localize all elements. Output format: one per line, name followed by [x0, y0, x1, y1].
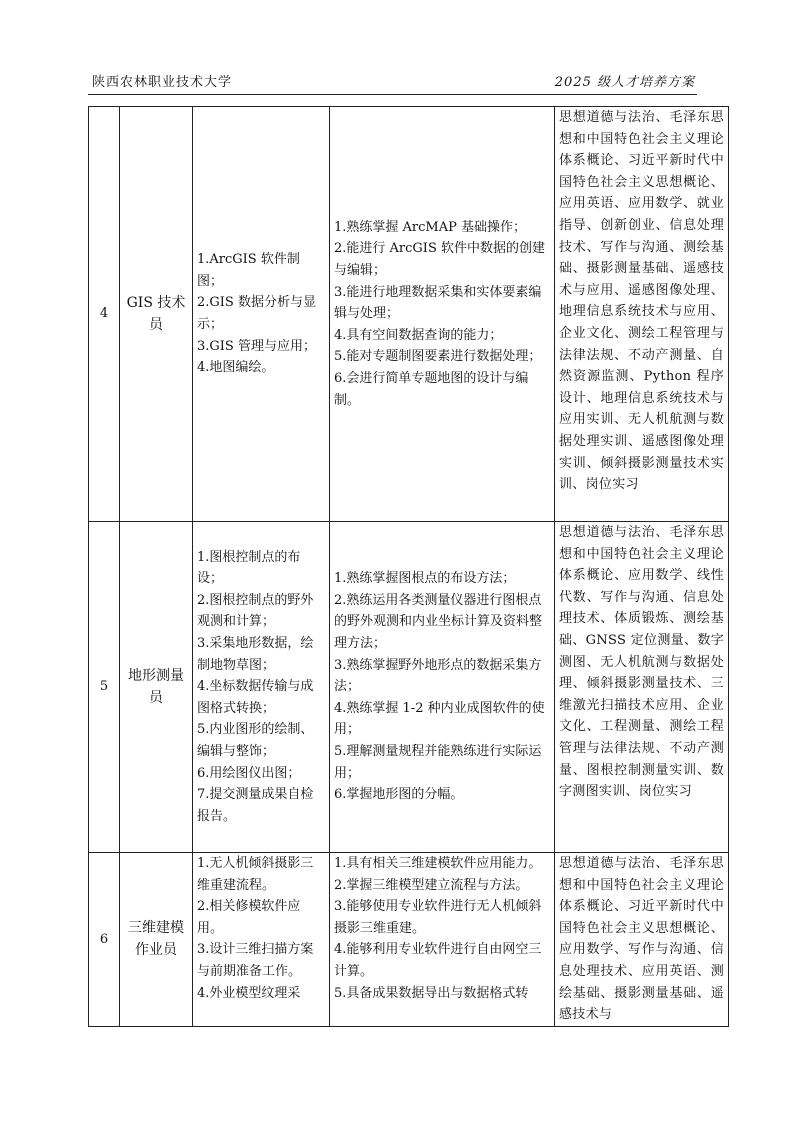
ability-item: 5.理解测量规程并能熟练进行实际运用；	[334, 743, 542, 781]
courses: 思想道德与法治、毛泽东思想和中国特色社会主义理论体系概论、应用数学、线性代数、写作与沟通、信息处理技术、体质锻炼、测绘基础、GNSS 定位测量、数字测图、无人机航测与数据处理、倾斜摄影测量技术、三维激光扫描技术应用、企业文化、工程测量、测绘工程管理与法律法规、不动产测量、图根控制测量实训、数字测图实训、岗位实习	[555, 522, 729, 853]
task-item: 6.用绘图仪出图；	[197, 765, 301, 781]
ability-item: 6.掌握地形图的分幅。	[334, 787, 464, 803]
task-item: 7.提交测量成果自检报告。	[197, 787, 314, 824]
row-number: 4	[89, 107, 120, 522]
task-item: 4.外业模型纹理采	[197, 985, 301, 1001]
task-item: 3.采集地形数据，绘制地物草图；	[197, 636, 314, 673]
abilities	[330, 522, 555, 853]
task-item: 2.图根控制点的野外观测和计算；	[197, 592, 314, 630]
page-header	[88, 72, 697, 95]
task-item: 2.相关修模软件应用。	[197, 899, 301, 936]
table-row	[89, 107, 729, 522]
abilities	[330, 853, 555, 1027]
ability-item: 4.熟练掌握 1-2 种内业成图软件的使用；	[334, 700, 545, 738]
task-item: 5.内业图形的绘制、编辑与整饰；	[197, 722, 314, 759]
ability-item: 3.能进行地理数据采集和实体要素编辑与处理；	[334, 284, 542, 322]
ability-item: 5.具备成果数据导出与数据格式转	[334, 985, 529, 1001]
task-item: 4.坐标数据传输与成图格式转换；	[197, 679, 314, 716]
abilities	[330, 107, 555, 522]
task-item: 1.无人机倾斜摄影三维重建流程。	[197, 856, 314, 893]
ability-item: 4.具有空间数据查询的能力；	[334, 327, 503, 343]
ability-item: 1.熟练掌握 ArcMAP 基础操作；	[334, 219, 526, 235]
ability-item: 6.会进行简单专题地图的设计与编制。	[334, 370, 529, 408]
ability-item: 2.熟练运用各类测量仪器进行图根点的野外观测和内业坐标计算及资料整理方法；	[334, 592, 543, 652]
ability-item: 3.能够使用专业软件进行无人机倾斜摄影三维重建。	[334, 899, 542, 936]
job-ability-course-table	[88, 106, 729, 1027]
job-title: GIS 技术员	[120, 107, 193, 522]
task-item: 1.ArcGIS 软件制图；	[197, 252, 300, 289]
table-row	[89, 853, 729, 1027]
row-number: 6	[89, 853, 120, 1027]
job-title: 三维建模作业员	[120, 853, 193, 1027]
courses: 思想道德与法治、毛泽东思想和中国特色社会主义理论体系概论、习近平新时代中国特色社会主义思想概论、应用数学、写作与沟通、信息处理技术、应用英语、测绘基础、摄影测量基础、遥感技术与	[555, 853, 729, 1027]
task-item: 1.图根控制点的布设；	[197, 549, 301, 587]
job-title: 地形测量员	[120, 522, 193, 853]
work-tasks	[193, 107, 330, 522]
task-item: 4.地图编绘。	[197, 360, 275, 376]
program-title: 2025 级人才培养方案	[554, 75, 695, 90]
ability-item: 4.能够利用专业软件进行自由网空三计算。	[334, 942, 542, 979]
task-item: 2.GIS 数据分析与显示；	[197, 295, 316, 332]
row-number: 5	[89, 522, 120, 853]
ability-item: 2.掌握三维模型建立流程与方法。	[334, 877, 529, 893]
ability-item: 1.具有相关三维建模软件应用能力。	[334, 856, 542, 871]
ability-item: 2.能进行 ArcGIS 软件中数据的创建与编辑；	[334, 241, 545, 279]
ability-item: 3.熟练掌握野外地形点的数据采集方法；	[334, 657, 542, 695]
ability-item: 5.能对专题制图要素进行数据处理；	[334, 349, 542, 365]
work-tasks	[193, 853, 330, 1027]
task-item: 3.GIS 管理与应用；	[197, 338, 316, 354]
courses: 思想道德与法治、毛泽东思想和中国特色社会主义理论体系概论、习近平新时代中国特色社会主义思想概论、应用英语、应用数学、就业指导、创新创业、信息处理技术、写作与沟通、测绘基础、摄影测量基础、遥感技术与应用、遥感图像处理、地理信息系统技术与应用、企业文化、测绘工程管理与法律法规、不动产测量、自然资源监测、Python 程序设计、地理信息系统技术与应用实训、无人机航测与数据处理实训、遥感图像处理实训、倾斜摄影测量技术实训、岗位实习	[555, 107, 729, 522]
ability-item: 1.熟练掌握图根点的布设方法；	[334, 571, 516, 587]
table-row	[89, 522, 729, 853]
university-name: 陕西农林职业技术大学	[92, 75, 233, 90]
task-item: 3.设计三维扫描方案与前期准备工作。	[197, 942, 314, 979]
work-tasks	[193, 522, 330, 853]
